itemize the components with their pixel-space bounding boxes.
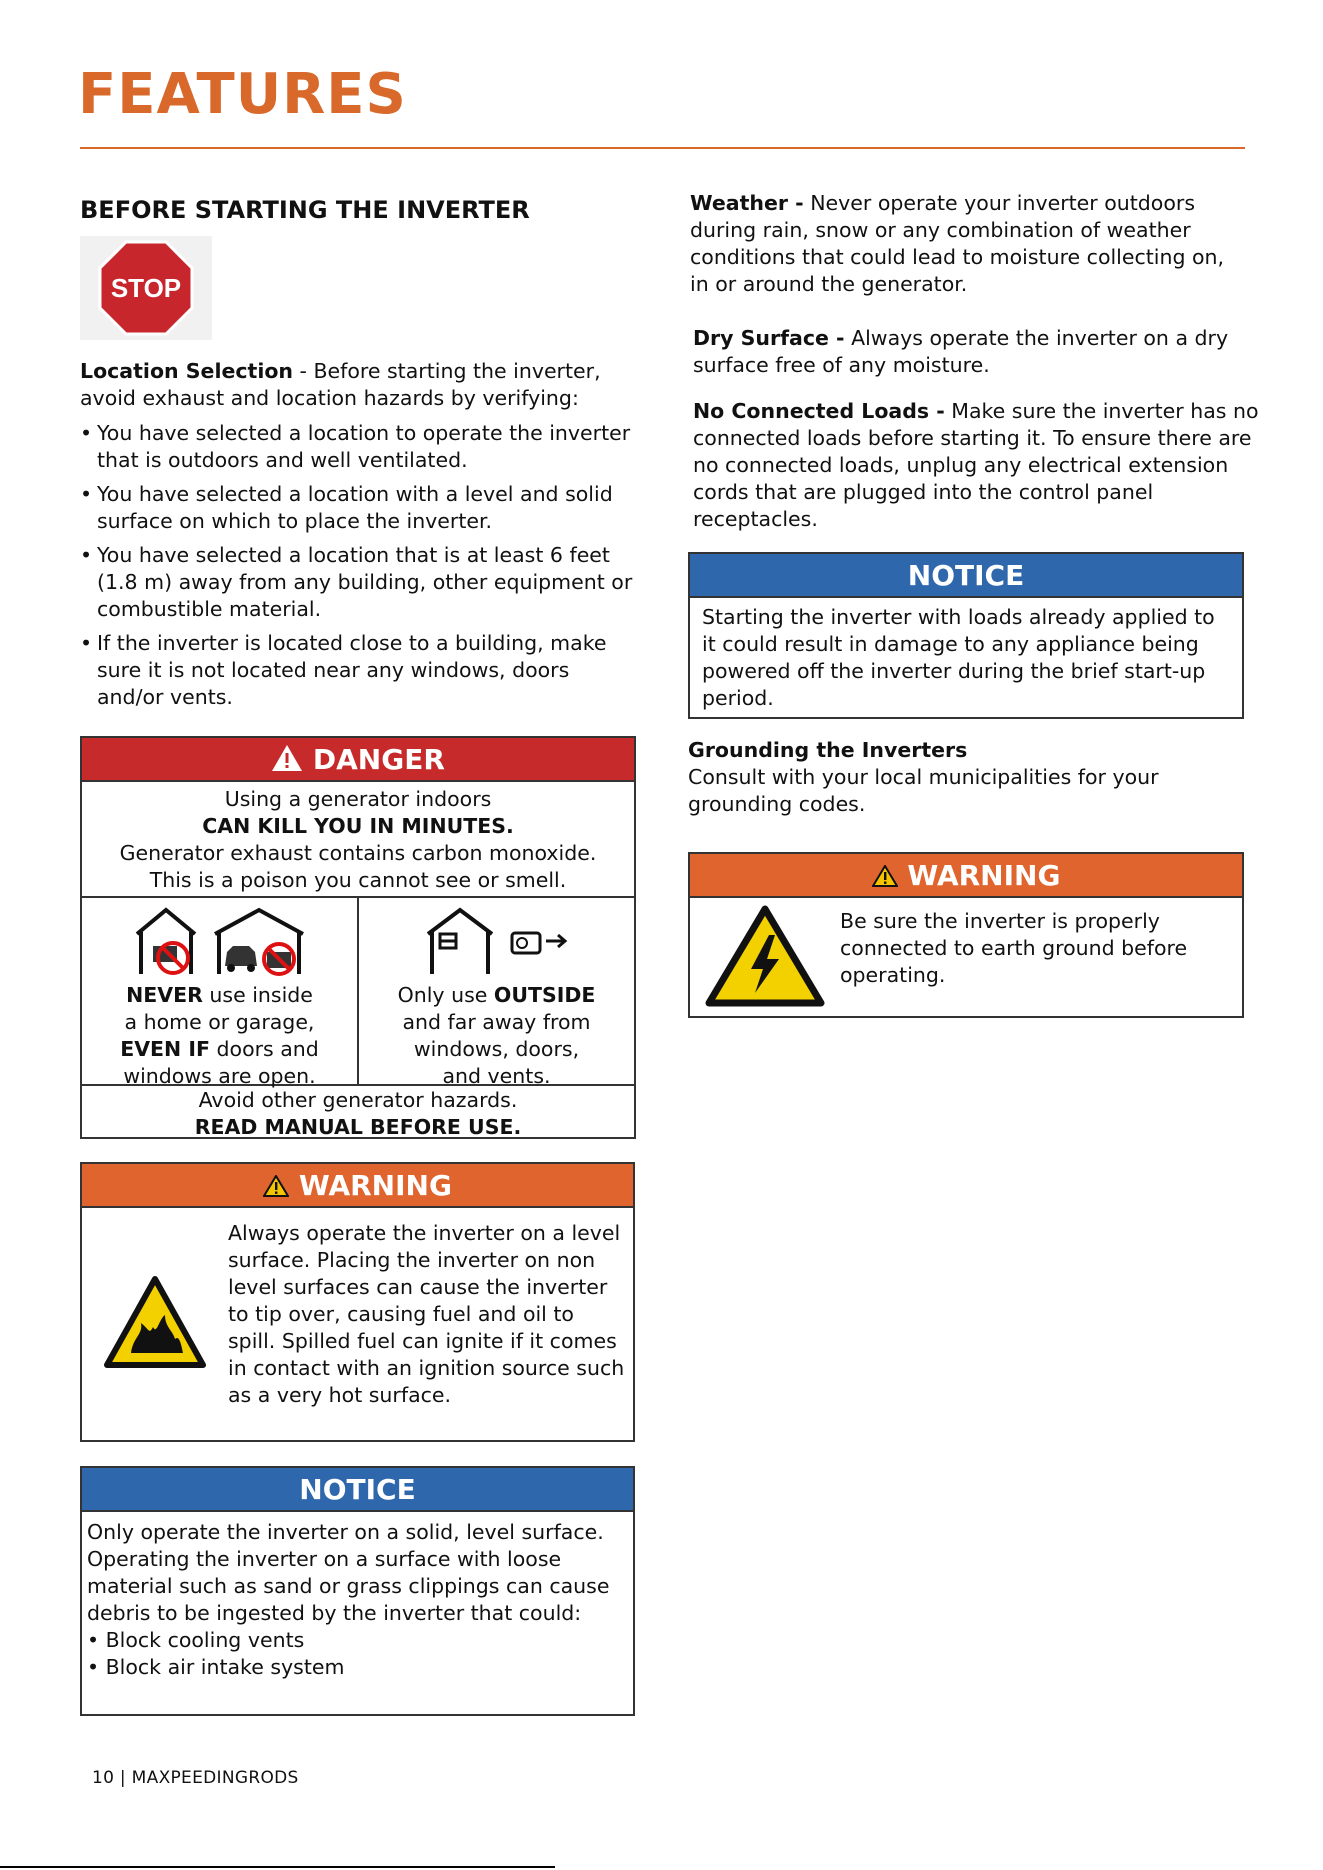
weather-label: Weather - [690,191,804,215]
warning-text: Be sure the inverter is properly connected to earth ground before operating. [840,909,1188,987]
notice-body [82,1512,633,1681]
warning-body [82,1208,633,1438]
stop-sign-label: STOP [110,273,182,303]
notice-line: Operating the inverter on a surface with loose material such as sand or grass clippings can cause debris to be ingested by the inverter that could: [87,1547,610,1625]
electrical-hazard-icon [705,905,825,1009]
generator-exhaust-icon [508,921,570,961]
dry-surface-text: Always operate the inverter on a dry surface free of any moisture. [693,326,1229,377]
danger-heading: DANGER [312,743,445,776]
never-line-4: windows are open. [123,1064,316,1088]
list-item: • You have selected a location with a level and solid surface on which to place the inverter. [80,481,640,535]
notice-line: • Block cooling vents [87,1628,305,1652]
outside-line-1: Only use OUTSIDE [397,983,596,1007]
warning-header [690,854,1242,898]
location-bullet-list [80,420,640,711]
warning-body [690,898,1242,1016]
bottom-divider [0,1866,555,1868]
warning-heading: WARNING [907,859,1061,892]
garage-prohibited-icon [211,906,307,976]
danger-line: Generator exhaust contains carbon monoxide. [119,841,597,865]
notice-line: Only operate the inverter on a solid, level surface. [87,1520,604,1544]
warning-triangle-icon [872,865,898,887]
grounding-text: Consult with your local municipalities for your grounding codes. [688,765,1159,816]
warning-box-grounding [688,852,1244,1018]
list-item: • You have selected a location to operate the inverter that is outdoors and well ventilated. [80,420,640,474]
list-item: • If the inverter is located close to a building, make sure it is not located near any windows, doors and/or vents. [80,630,640,711]
page-title: FEATURES [78,62,407,127]
warning-triangle-icon [263,1175,289,1197]
grounding-heading: Grounding the Inverters [688,738,968,762]
never-indoors-cell [82,898,357,1088]
location-selection [80,358,640,412]
dry-surface-paragraph [690,325,1240,379]
outside-line-2: and far away from [402,1010,591,1034]
warning-heading: WARNING [298,1169,452,1202]
fire-hazard-pictogram [82,1208,228,1438]
danger-pictogram-grid [82,898,634,1086]
notice-box-loads [688,552,1244,719]
no-loads-text: Make sure the inverter has no connected loads before starting it. To ensure there are no connected loads, unplug any electrical extension cords that are plugged into the control panel receptacles. [693,399,1259,531]
notice-box-solid-surface [80,1466,635,1716]
stop-sign-icon [98,240,194,336]
danger-footer-bold: READ MANUAL BEFORE USE. [194,1115,522,1139]
stop-sign-image [80,236,212,340]
page-footer: 10 | MAXPEEDINGRODS [92,1768,299,1788]
left-column [80,196,640,718]
outside-line-3: windows, doors, [413,1037,580,1061]
danger-line: Using a generator indoors [224,787,492,811]
notice-body: Starting the inverter with loads already applied to it could result in damage to any appliance being powered off the inverter during the brief start-up period. [702,605,1215,710]
warning-box-level-surface [80,1162,635,1442]
outside-line-4: and vents. [442,1064,551,1088]
list-item: • You have selected a location that is at least 6 feet (1.8 m) away from any building, other equipment or combustible material. [80,542,640,623]
electrical-hazard-pictogram [690,898,840,1016]
location-label: Location Selection [80,359,294,383]
house-icon [424,906,496,976]
never-line-3: EVEN IF doors and [120,1037,319,1061]
no-loads-label: No Connected Loads - [693,399,945,423]
outside-only-cell [357,898,634,1088]
warning-triangle-icon [271,744,303,772]
grounding-section [688,737,1248,818]
notice-line: • Block air intake system [87,1655,345,1679]
right-column [690,190,1260,533]
weather-paragraph [690,190,1240,298]
danger-footer [82,1086,634,1141]
section-heading: BEFORE STARTING THE INVERTER [80,196,530,224]
danger-box [80,736,636,1139]
weather-text: Never operate your inverter outdoors during rain, snow or any combination of weather conditions that could lead to moisture collecting on, in or around the generator. [690,191,1225,296]
no-loads-paragraph [690,398,1266,533]
danger-footer-line: Avoid other generator hazards. [198,1088,518,1112]
warning-text: Always operate the inverter on a level surface. Placing the inverter on non level surfaces can cause the inverter to tip over, causing fuel and oil to spill. Spilled fuel can ignite if it comes in contact with an ignition source such as a very hot surface. [228,1221,625,1407]
dry-surface-label: Dry Surface - [693,326,845,350]
danger-header [82,738,634,782]
danger-message [82,782,634,898]
fire-hazard-icon [103,1275,207,1371]
never-line-1: NEVER use inside [126,983,313,1007]
warning-header [82,1164,633,1208]
notice-header: NOTICE [82,1468,633,1512]
title-divider [80,147,1245,149]
house-prohibited-icon [133,906,199,976]
danger-line: This is a poison you cannot see or smell. [149,868,567,892]
location-text: - Before starting the inverter, avoid exhaust and location hazards by verifying: [80,359,601,410]
danger-line-bold: CAN KILL YOU IN MINUTES. [202,814,514,838]
notice-header: NOTICE [690,554,1242,598]
never-line-2: a home or garage, [124,1010,315,1034]
